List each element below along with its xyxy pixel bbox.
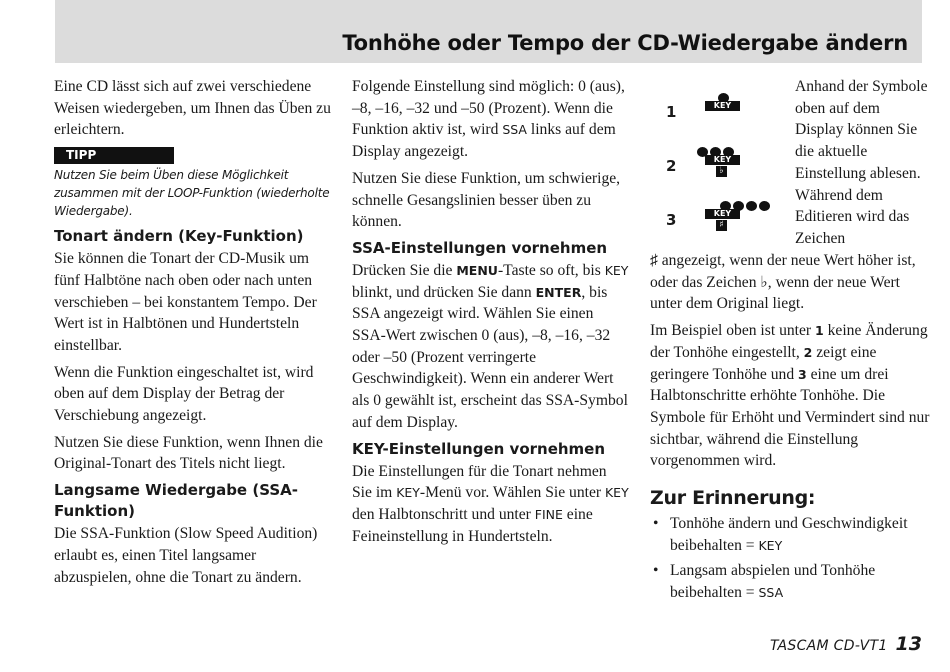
example-paragraph [650, 320, 930, 472]
ssa-setup-paragraph [352, 260, 630, 434]
text-span: , bis SSA angezeigt wird. Wählen Sie einen SSA-Wert zwischen 0 (aus), –8, –16, –32 oder –50 (Prozent verringerte Geschwindigkeit). Wenn ein anderer Wert als 0 gewählt ist, erscheint das SSA-Symbol auf dem Display. [352, 283, 628, 431]
menu-key-label: MENU [456, 262, 498, 278]
display-symbols [650, 76, 930, 248]
key-code: KEY [758, 537, 783, 553]
reminder-list [650, 513, 930, 604]
pitch-dots [718, 88, 731, 100]
text-span: Folgende Einstellung sind möglich: 0 (aus), –8, –16, –32 und –50 (Prozent). Wenn die Funktion aktiv ist, wird [352, 78, 625, 139]
key-code: KEY [604, 485, 629, 501]
flat-icon: ♭ [716, 166, 727, 177]
key-code: KEY [604, 262, 629, 278]
text-span: blinkt, und drücken Sie dann [352, 283, 536, 301]
key-paragraph-1: Sie können die Tonart der CD-Musik um fünf Halbtöne nach oben oder nach unten verschieben – bei konstantem Tempo. Der Wert ist in Halbtönen und Hundertsteln einstellbar. [54, 250, 317, 354]
text-span: den Halbtonschritt und unter [352, 505, 535, 523]
example-number: 2 [803, 344, 813, 360]
pitch-dots [697, 142, 736, 154]
text-span: eine um drei Halbtonschritte erhöhte Tonhöhe. Die Symbole für Erhöht und Vermindert sind nur sichtbar, während die Einstellung vorgenommen wird. [650, 365, 930, 470]
example-number: 1 [815, 323, 824, 339]
key-function-heading: Tonart ändern (Key-Funktion) [54, 227, 304, 246]
key-indicator: KEY [705, 209, 740, 219]
fine-code: FINE [534, 506, 563, 522]
symbols-description: Anhand der Symbole oben auf dem Display können Sie die aktuelle Einstellung ablesen. Während dem Editieren wird das Zeichen [795, 78, 928, 247]
key-indicator: KEY [705, 155, 740, 165]
text-span: keine Änderung der Tonhöhe eingestellt, [650, 322, 928, 361]
list-item [650, 560, 930, 603]
bullet-icon: • [653, 562, 659, 580]
column-middle [352, 76, 630, 552]
pitch-dots [720, 196, 772, 208]
text-span: Langsam abspielen und Tonhöhe beibehalten = [670, 562, 876, 602]
text-span: links auf dem Display angezeigt. [352, 121, 616, 161]
ssa-function-heading: Langsame Wiedergabe (SSA-Funktion) [54, 481, 298, 521]
text-span: -Menü vor. Wählen Sie unter [419, 484, 605, 502]
enter-key-label: ENTER [535, 284, 582, 300]
symbol-number: 1 [666, 103, 677, 121]
page-title: Tonhöhe oder Tempo der CD-Wiedergabe ändern [342, 31, 908, 55]
intro-paragraph: Eine CD lässt sich auf zwei verschiedene Weisen wiedergeben, um Ihnen das Üben zu erleichtern. [54, 78, 331, 139]
tip-label: TIPP [54, 147, 174, 164]
key-setup-heading: KEY-Einstellungen vornehmen [352, 439, 606, 458]
symbol-number: 3 [666, 211, 677, 229]
ssa-usage-paragraph: Nutzen Sie diese Funktion, um schwierige, schnelle Gesangslinien besser üben zu können. [352, 169, 621, 231]
ssa-setup-heading: SSA-Einstellungen vornehmen [352, 238, 608, 257]
page-number: 13 [895, 633, 922, 655]
ssa-settings-paragraph [352, 76, 630, 163]
dot-icon [746, 201, 757, 211]
key-code: KEY [396, 485, 420, 501]
symbol-row-2 [650, 142, 795, 186]
text-span: angezeigt, wenn der neue Wert höher ist, oder das Zeichen [650, 252, 916, 291]
ssa-paragraph-1: Die SSA-Funktion (Slow Speed Audition) erlaubt es, einen Titel langsamer abzuspielen, ohne die Tonart zu ändern. [54, 525, 318, 586]
dot-icon [759, 201, 770, 211]
sharp-icon: ♯ [650, 252, 658, 269]
text-span: eine Feineinstellung in Hundertsteln. [352, 505, 593, 545]
page-footer [770, 633, 922, 655]
key-indicator: KEY [705, 101, 740, 111]
page-header [55, 0, 922, 63]
symbol-row-1 [650, 88, 795, 132]
column-right [650, 76, 930, 608]
ssa-code: SSA [758, 585, 784, 601]
key-setup-paragraph [352, 461, 630, 548]
text-span: Die Einstellungen für die Tonart nehmen Sie im [352, 462, 607, 502]
sharp-icon: ♯ [716, 220, 727, 231]
key-paragraph-2: Wenn die Funktion eingeschaltet ist, wird oben auf dem Display der Betrag der Verschiebung angezeigt. [54, 363, 314, 425]
symbols-description-continued [650, 250, 930, 315]
text-span: -Taste so oft, bis [497, 261, 605, 279]
footer-brand: TASCAM CD-VT1 [769, 638, 888, 654]
ssa-code: SSA [502, 122, 527, 138]
text-span: zeigt eine geringere Tonhöhe und [650, 343, 877, 383]
reminder-heading: Zur Erinnerung: [650, 487, 816, 510]
key-paragraph-3: Nutzen Sie diese Funktion, wenn Ihnen die Original-Tonart des Titels nicht liegt. [54, 433, 323, 473]
tip-text: Nutzen Sie beim Üben diese Möglichkeit zusammen mit der LOOP-Funktion (wiederholte Wiedergabe). [54, 168, 330, 219]
flat-icon: ♭ [760, 273, 768, 291]
bullet-icon: • [653, 515, 659, 533]
text-span: Im Beispiel oben ist unter [650, 322, 816, 340]
text-span: , wenn der neue Wert unter dem Original liegt. [650, 273, 901, 313]
symbol-number: 2 [666, 157, 677, 175]
symbol-row-3 [650, 196, 795, 240]
text-span: Tonhöhe ändern und Geschwindigkeit beibehalten = [670, 515, 908, 554]
text-span: Drücken Sie die [352, 261, 457, 279]
column-left [54, 76, 332, 593]
example-number: 3 [798, 366, 807, 382]
list-item [650, 513, 930, 556]
